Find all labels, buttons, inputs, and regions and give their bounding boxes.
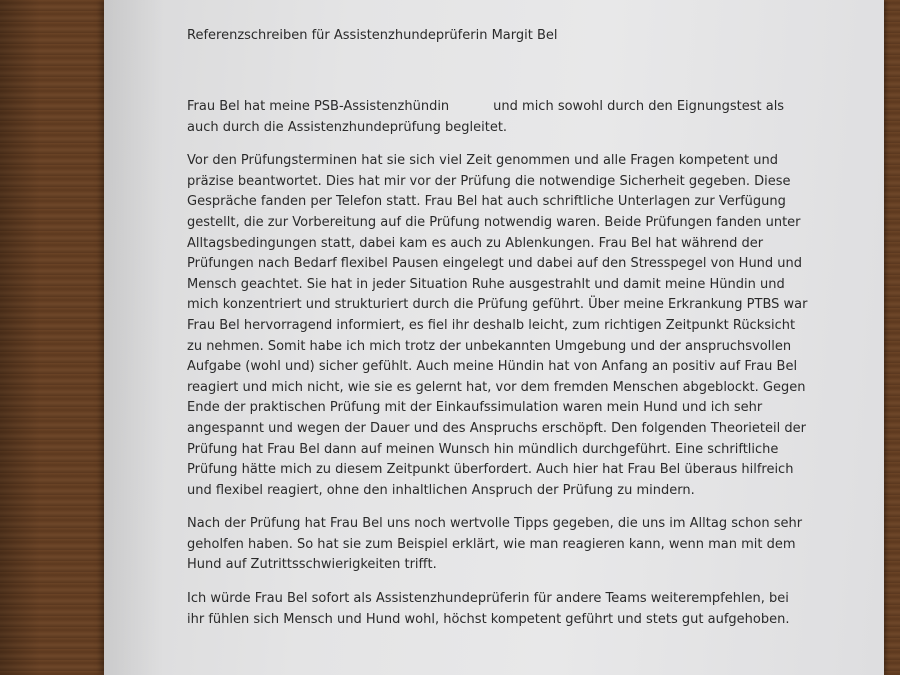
text-line: Nach der Prüfung hat Frau Bel uns noch wertvolle Tipps gegeben, die uns im Alltag schon sehr xyxy=(187,516,803,532)
paragraph-intro xyxy=(187,97,785,138)
text-line xyxy=(187,97,785,118)
text-line: Prüfungen nach Bedarf flexibel Pausen eingelegt und dabei auf den Stresspegel von Hund und xyxy=(187,256,803,272)
text-line: und flexibel reagiert, ohne den inhaltlichen Anspruch der Prüfung zu mindern. xyxy=(187,482,695,498)
paragraph-exam xyxy=(187,151,808,501)
text-line: Vor den Prüfungsterminen hat sie sich viel Zeit genommen und alle Fragen kompetent und xyxy=(187,153,778,169)
text-segment: Frau Bel hat meine PSB-Assistenzhündin xyxy=(187,99,450,114)
text-line: geholfen haben. So hat sie zum Beispiel erklärt, wie man reagieren kann, wenn man mit dem xyxy=(187,536,796,552)
text-line: auch durch die Assistenzhundeprüfung begleitet. xyxy=(187,119,508,135)
text-line: Aufgabe (wohl und) sicher gefühlt. Auch meine Hündin hat von Anfang an positiv auf Frau Bel xyxy=(187,359,798,375)
text-line: reagiert und mich nicht, wie sie es gelernt hat, vor dem fremden Menschen abgeblockt. Gegen xyxy=(187,379,806,395)
letter-body xyxy=(187,97,808,643)
text-line: Hund auf Zutrittsschwierigkeiten trifft. xyxy=(187,557,437,573)
text-line: Mensch geachtet. Sie hat in jeder Situation Ruhe ausgestrahlt und damit meine Hündin und xyxy=(187,276,785,292)
text-line: Prüfung hat Frau Bel dann auf meinen Wunsch hin mündlich durchgeführt. Eine schriftliche xyxy=(187,441,779,457)
paragraph-recommendation xyxy=(187,589,790,630)
text-line: zu nehmen. Somit habe ich mich trotz der unbekannten Umgebung und der anspruchsvollen xyxy=(187,338,792,354)
text-line: mich konzentriert und strukturiert durch die Prüfung geführt. Über meine Erkrankung PTBS war xyxy=(187,297,808,313)
text-line: Prüfung hätte mich zu diesem Zeitpunkt überfordert. Auch hier hat Frau Bel überaus hilfreich xyxy=(187,462,794,478)
paragraph-tips xyxy=(187,514,803,576)
text-line: Gespräche fanden per Telefon statt. Frau Bel hat auch schriftliche Unterlagen zur Verfügung xyxy=(187,194,786,210)
text-line: Frau Bel hervorragend informiert, es fiel ihr deshalb leicht, zum richtigen Zeitpunkt Rücksicht xyxy=(187,317,796,333)
text-line: präzise beantwortet. Dies hat mir vor der Prüfung die notwendige Sicherheit gegeben. Diese xyxy=(187,173,791,189)
text-line: gestellt, die zur Vorbereitung auf die Prüfung notwendig waren. Beide Prüfungen fanden unter xyxy=(187,214,801,230)
text-line: ihr fühlen sich Mensch und Hund wohl, höchst kompetent geführt und stets gut aufgehoben. xyxy=(187,611,790,627)
text-line: Alltagsbedingungen statt, dabei kam es auch zu Ablenkungen. Frau Bel hat während der xyxy=(187,235,764,251)
text-line: angespannt und wegen der Dauer und des Anspruchs erschöpft. Den folgenden Theorieteil der xyxy=(187,420,806,436)
text-line: Ich würde Frau Bel sofort als Assistenzhundeprüferin für andere Teams weiterempfehlen, bei xyxy=(187,591,789,607)
text-line: Ende der praktischen Prüfung mit der Einkaufssimulation waren mein Hund und ich sehr xyxy=(187,400,763,416)
text-segment: und mich sowohl durch den Eignungstest als xyxy=(493,99,785,114)
letter-title: Referenzschreiben für Assistenzhundeprüferin Margit Bel xyxy=(187,28,558,43)
